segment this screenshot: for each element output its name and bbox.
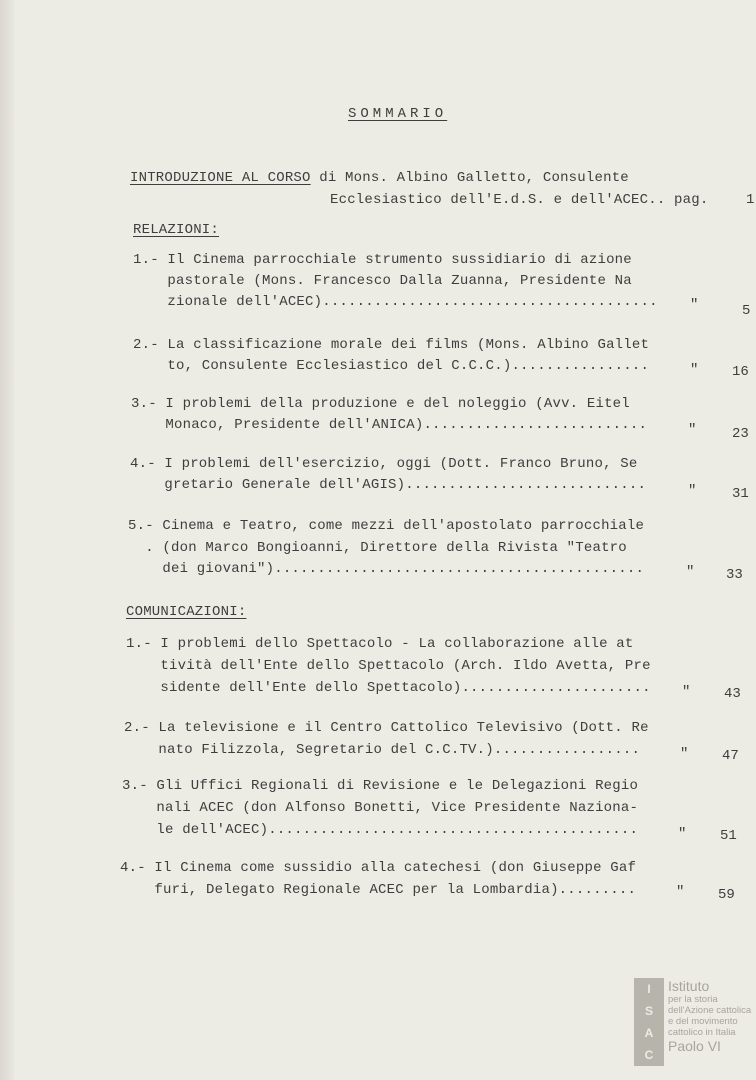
toc-entry-line: sidente dell'Ente dello Spettacolo)...................... [126,680,651,696]
toc-entry-line: to, Consulente Ecclesiastico del C.C.C.)................ [133,358,650,374]
page-edge [0,0,14,1080]
toc-entry-line: zionale dell'ACEC)....................................... [133,294,658,310]
intro-page: 1 [746,192,755,208]
page-number: 59 [718,887,735,903]
toc-entry-line: gretario Generale dell'AGIS)............................ [130,477,647,493]
section-heading-relazioni: RELAZIONI: [133,222,220,238]
toc-entry-line: 1.- Il Cinema parrocchiale strumento sussidiario di azione [133,252,632,268]
ditto-mark: " [688,483,697,499]
intro-line-2: Ecclesiastico dell'E.d.S. e dell'ACEC.. pag. [330,192,709,208]
toc-entry-line: . (don Marco Bongioanni, Direttore della Rivista "Teatro [128,540,627,556]
intro-text-1: di Mons. Albino Galletto, Consulente [310,170,629,186]
toc-entry-line: Monaco, Presidente dell'ANICA).......................... [131,417,648,433]
ditto-mark: " [680,746,689,762]
section-heading-comunicazioni: COMUNICAZIONI: [126,604,247,620]
logo-mark: I S A C [634,978,664,1066]
ditto-mark: " [688,422,697,438]
toc-entry-line: 4.- Il Cinema come sussidio alla catechesi (don Giuseppe Gaf [120,860,637,876]
toc-entry-line: nali ACEC (don Alfonso Bonetti, Vice Presidente Naziona- [122,800,639,816]
toc-entry-line: le dell'ACEC)........................................... [122,822,639,838]
institute-logo [634,978,752,1066]
toc-entry-line: 2.- La classificazione morale dei films (Mons. Albino Gallet [133,337,650,353]
page-title: SOMMARIO [348,106,448,122]
toc-entry-line: pastorale (Mons. Francesco Dalla Zuanna, Presidente Na [133,273,632,289]
page-number: 5 [742,303,751,319]
page-number: 16 [732,364,749,380]
toc-entry-line: 5.- Cinema e Teatro, come mezzi dell'apostolato parrocchiale [128,518,645,534]
intro-heading: INTRODUZIONE AL CORSO [130,170,311,186]
toc-entry-line: nato Filizzola, Segretario del C.C.TV.)................. [124,742,641,758]
page-number: 47 [722,748,739,764]
page-number: 33 [726,567,743,583]
ditto-mark: " [690,297,699,313]
ditto-mark: " [678,826,687,842]
toc-entry-line: tività dell'Ente dello Spettacolo (Arch. Ildo Avetta, Pre [126,658,651,674]
toc-entry-line: 3.- Gli Uffici Regionali di Revisione e le Delegazioni Regio [122,778,639,794]
logo-text: Istituto per la storia dell'Azione cattolica e del movimento cattolico in Italia Paolo VI [668,978,752,1054]
toc-entry-line: dei giovani")........................................... [128,561,645,577]
intro-line-1 [130,170,629,186]
toc-entry-line: 1.- I problemi dello Spettacolo - La collaborazione alle at [126,636,634,652]
toc-entry-line: 2.- La televisione e il Centro Cattolico Televisivo (Dott. Re [124,720,649,736]
page-number: 51 [720,828,737,844]
toc-entry-line: 4.- I problemi dell'esercizio, oggi (Dott. Franco Bruno, Se [130,456,638,472]
ditto-mark: " [676,884,685,900]
ditto-mark: " [686,564,695,580]
toc-entry-line: 3.- I problemi della produzione e del noleggio (Avv. Eitel [131,396,630,412]
ditto-mark: " [690,362,699,378]
toc-entry-line: furi, Delegato Regionale ACEC per la Lombardia)......... [120,882,637,898]
page-number: 43 [724,686,741,702]
page-number: 31 [732,486,749,502]
page-number: 23 [732,426,749,442]
ditto-mark: " [682,684,691,700]
